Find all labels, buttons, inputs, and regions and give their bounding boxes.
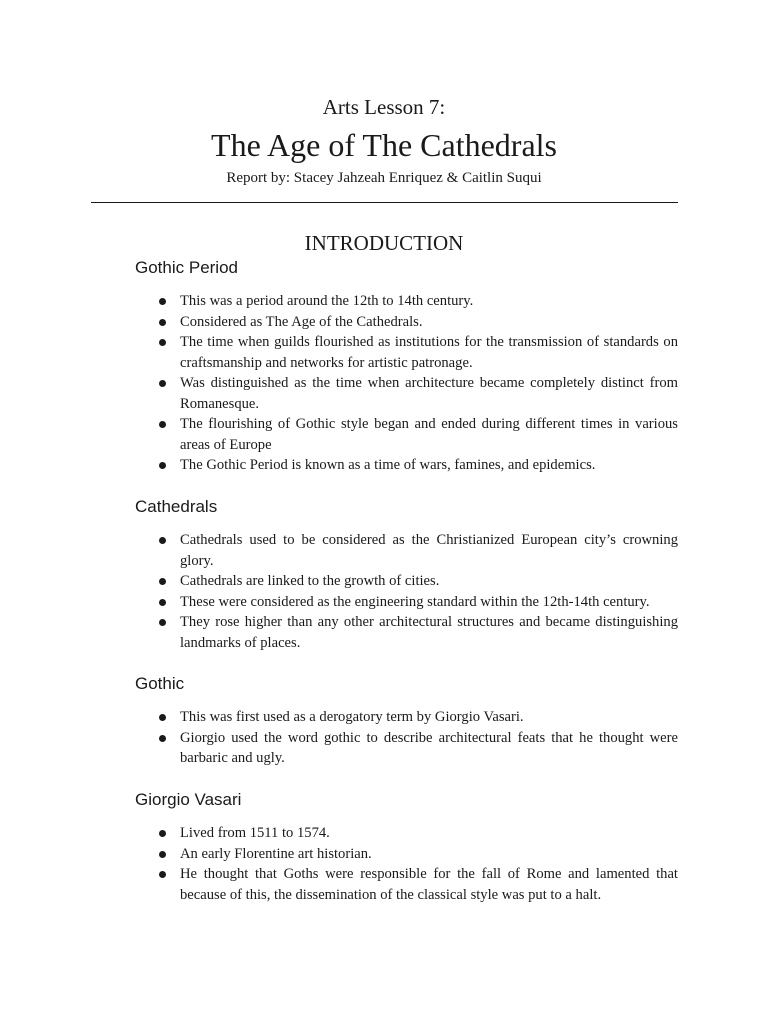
list-item-text: Was distinguished as the time when architecture became completely distinct from Romanesque. xyxy=(180,375,678,412)
bullet-icon xyxy=(159,714,166,721)
section-cathedrals xyxy=(135,496,678,653)
list-item xyxy=(135,612,678,653)
list-item xyxy=(135,707,678,728)
bullet-list xyxy=(135,530,678,653)
document-title: The Age of The Cathedrals xyxy=(211,127,557,163)
section-giorgio-vasari xyxy=(135,789,678,905)
header-divider xyxy=(91,202,678,203)
list-item xyxy=(135,414,678,455)
bullet-icon xyxy=(159,380,166,387)
section-heading: Gothic xyxy=(135,674,185,693)
list-item-text: He thought that Goths were responsible for the fall of Rome and lamented that because of this, the dissemination of the classical style was put to a halt. xyxy=(180,866,678,903)
bullet-icon xyxy=(159,578,166,585)
list-item-text: This was a period around the 12th to 14th century. xyxy=(180,293,474,309)
list-item xyxy=(135,312,678,333)
section-heading: Cathedrals xyxy=(135,497,218,516)
list-item xyxy=(135,844,678,865)
list-item xyxy=(135,864,678,905)
author-byline: Report by: Stacey Jahzeah Enriquez & Caitlin Suqui xyxy=(226,170,542,186)
list-item-text: These were considered as the engineering standard within the 12th-14th century. xyxy=(180,593,650,610)
bullet-icon xyxy=(159,537,166,544)
bullet-icon xyxy=(159,830,166,837)
bullet-list xyxy=(135,707,678,769)
bullet-icon xyxy=(159,319,166,326)
list-item-text: This was first used as a derogatory term by Giorgio Vasari. xyxy=(180,709,524,725)
bullet-list xyxy=(135,823,678,905)
list-item xyxy=(135,530,678,571)
lesson-label: Arts Lesson 7: xyxy=(322,95,446,119)
list-item-text: They rose higher than any other architectural structures and became distinguishing landmarks of places. xyxy=(180,614,678,651)
list-item xyxy=(135,571,678,592)
bullet-list xyxy=(135,291,678,476)
bullet-icon xyxy=(159,298,166,305)
bullet-icon xyxy=(159,462,166,469)
list-item xyxy=(135,823,678,844)
list-item xyxy=(135,332,678,373)
list-item-text: The Gothic Period is known as a time of wars, famines, and epidemics. xyxy=(180,457,596,473)
list-item-text: An early Florentine art historian. xyxy=(180,845,372,862)
bullet-icon xyxy=(159,619,166,626)
list-item xyxy=(135,291,678,312)
list-item xyxy=(135,592,678,613)
bullet-icon xyxy=(159,735,166,742)
list-item-text: Cathedrals used to be considered as the Christianized European city’s crowning glory. xyxy=(180,532,678,569)
bullet-icon xyxy=(159,871,166,878)
list-item xyxy=(135,373,678,414)
section-gothic xyxy=(135,673,678,769)
introduction-heading: INTRODUCTION xyxy=(304,231,464,255)
list-item-text: The time when guilds flourished as institutions for the transmission of standards on craftsmanship and networks for artistic patronage. xyxy=(180,334,678,371)
bullet-icon xyxy=(159,421,166,428)
list-item-text: Giorgio used the word gothic to describe architectural feats that he thought were barbaric and ugly. xyxy=(180,729,678,766)
bullet-icon xyxy=(159,851,166,858)
list-item xyxy=(135,455,678,476)
section-heading: Giorgio Vasari xyxy=(135,790,242,809)
section-heading: Gothic Period xyxy=(135,258,238,277)
bullet-icon xyxy=(159,599,166,606)
list-item xyxy=(135,728,678,769)
list-item-text: Considered as The Age of the Cathedrals. xyxy=(180,313,423,330)
bullet-icon xyxy=(159,339,166,346)
list-item-text: The flourishing of Gothic style began and ended during different times in various areas of Europe xyxy=(180,416,678,453)
list-item-text: Cathedrals are linked to the growth of cities. xyxy=(180,573,440,589)
list-item-text: Lived from 1511 to 1574. xyxy=(180,825,330,841)
section-gothic-period xyxy=(135,257,678,476)
